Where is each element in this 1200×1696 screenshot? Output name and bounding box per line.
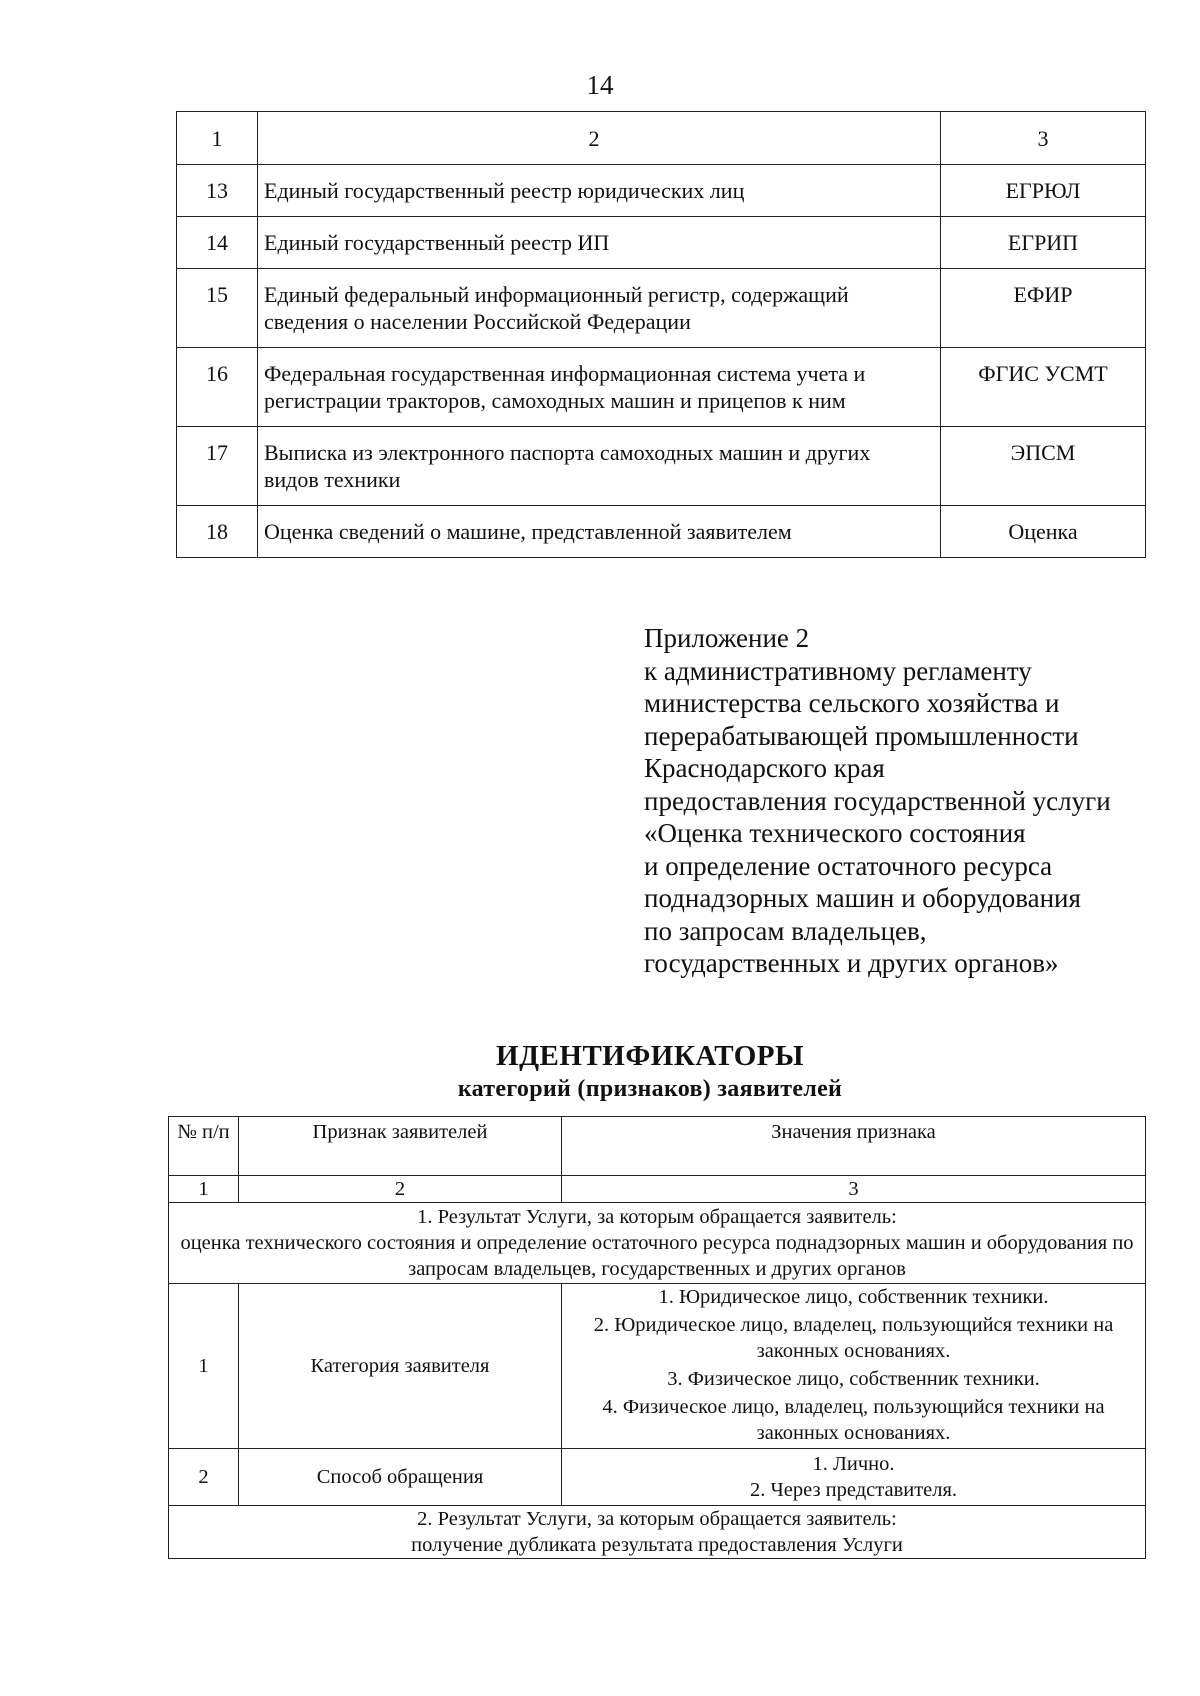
header-cell: 3: [941, 112, 1146, 165]
appendix-line: государственных и других органов»: [644, 948, 1059, 978]
table-header-row: [169, 1117, 1146, 1176]
value-item: 3. Физическое лицо, собственник техники.: [667, 1368, 1040, 1390]
table-row: [169, 1284, 1146, 1449]
source-name: Единый государственный реестр ИП: [258, 217, 941, 269]
table-row: [177, 165, 1146, 217]
header-cell: 2: [258, 112, 941, 165]
table-row: [177, 427, 1146, 506]
value-item: 1. Лично.: [812, 1453, 895, 1475]
header-cell: 1: [177, 112, 258, 165]
row-number: 17: [177, 427, 258, 506]
appendix-line: Краснодарского края: [644, 753, 885, 783]
value-item: 1. Юридическое лицо, собственник техники.: [658, 1286, 1049, 1308]
appendix-line: министерства сельского хозяйства и: [644, 688, 1060, 718]
appendix-line: «Оценка технического состояния: [644, 818, 1026, 848]
row-number: 16: [177, 348, 258, 427]
row-number: 14: [177, 217, 258, 269]
section-description: получение дубликата результата предоставления Услуги: [411, 1534, 903, 1556]
header-cell-number: № п/п: [169, 1117, 239, 1176]
value-item: 2. Юридическое лицо, владелец, пользующийся техники на законных основаниях.: [593, 1314, 1114, 1362]
row-number: 2: [169, 1449, 239, 1506]
table-row: [177, 269, 1146, 348]
appendix-line: поднадзорных машин и оборудования: [644, 883, 1081, 913]
appendix-line: к административному регламенту: [644, 655, 1032, 686]
row-number: 15: [177, 269, 258, 348]
table-header-row: [177, 112, 1146, 165]
page-number: 14: [586, 70, 614, 100]
info-systems-table: [176, 111, 1146, 558]
source-abbr: ЕГРЮЛ: [941, 165, 1146, 217]
row-number: 1: [169, 1284, 239, 1449]
source-name: Единый государственный реестр юридических лиц: [258, 165, 941, 217]
source-abbr: ЕГРИП: [941, 217, 1146, 269]
document-subtitle: категорий (признаков) заявителей: [457, 1076, 843, 1102]
header-cell-feature: Признак заявителей: [239, 1117, 562, 1176]
section-cell: [169, 1506, 1146, 1559]
numbering-cell: 2: [239, 1176, 562, 1203]
value-item: 2. Через представителя.: [749, 1479, 958, 1501]
source-name: Федеральная государственная информационная система учета и регистрации тракторов, самоходных машин и прицепов к ним: [258, 348, 941, 427]
numbering-cell: 1: [169, 1176, 239, 1203]
row-number: 18: [177, 506, 258, 558]
table-row: [177, 506, 1146, 558]
source-abbr: ФГИС УСМТ: [941, 348, 1146, 427]
section-title: 2. Результат Услуги, за которым обращается заявитель:: [417, 1508, 897, 1530]
appendix-line: по запросам владельцев,: [644, 915, 927, 946]
source-abbr: Оценка: [941, 506, 1146, 558]
section-title: 1. Результат Услуги, за которым обращается заявитель:: [417, 1206, 897, 1228]
source-name: Оценка сведений о машине, представленной заявителем: [258, 506, 941, 558]
table-row: [177, 217, 1146, 269]
feature-values: [562, 1449, 1146, 1506]
table-row: [177, 348, 1146, 427]
feature-name: Способ обращения: [239, 1449, 562, 1506]
appendix-caption: [644, 622, 1184, 980]
appendix-line: перерабатывающей промышленности: [644, 720, 1079, 751]
table-row: [169, 1449, 1146, 1506]
section-row: [169, 1506, 1146, 1559]
source-name: Единый федеральный информационный регистр, содержащий сведения о населении Российской Федерации: [258, 269, 941, 348]
source-abbr: ЭПСМ: [941, 427, 1146, 506]
section-description: оценка технического состояния и определение остаточного ресурса поднадзорных машин и оборудования по запросам владельцев, государственных и других органов: [180, 1232, 1134, 1280]
table-numbering-row: [169, 1176, 1146, 1203]
appendix-line: и определение остаточного ресурса: [644, 850, 1053, 881]
document-title: ИДЕНТИФИКАТОРЫ: [496, 1040, 804, 1072]
source-name: Выписка из электронного паспорта самоходных машин и других видов техники: [258, 427, 941, 506]
applicant-identifiers-table: [168, 1116, 1146, 1559]
numbering-cell: 3: [562, 1176, 1146, 1203]
appendix-line: Приложение 2: [644, 623, 810, 653]
feature-values: [562, 1284, 1146, 1449]
section-row: [169, 1203, 1146, 1284]
section-cell: [169, 1203, 1146, 1284]
header-cell-values: Значения признака: [562, 1117, 1146, 1176]
source-abbr: ЕФИР: [941, 269, 1146, 348]
value-item: 4. Физическое лицо, владелец, пользующийся техники на законных основаниях.: [602, 1396, 1105, 1444]
feature-name: Категория заявителя: [239, 1284, 562, 1449]
row-number: 13: [177, 165, 258, 217]
appendix-line: предоставления государственной услуги: [644, 785, 1111, 816]
